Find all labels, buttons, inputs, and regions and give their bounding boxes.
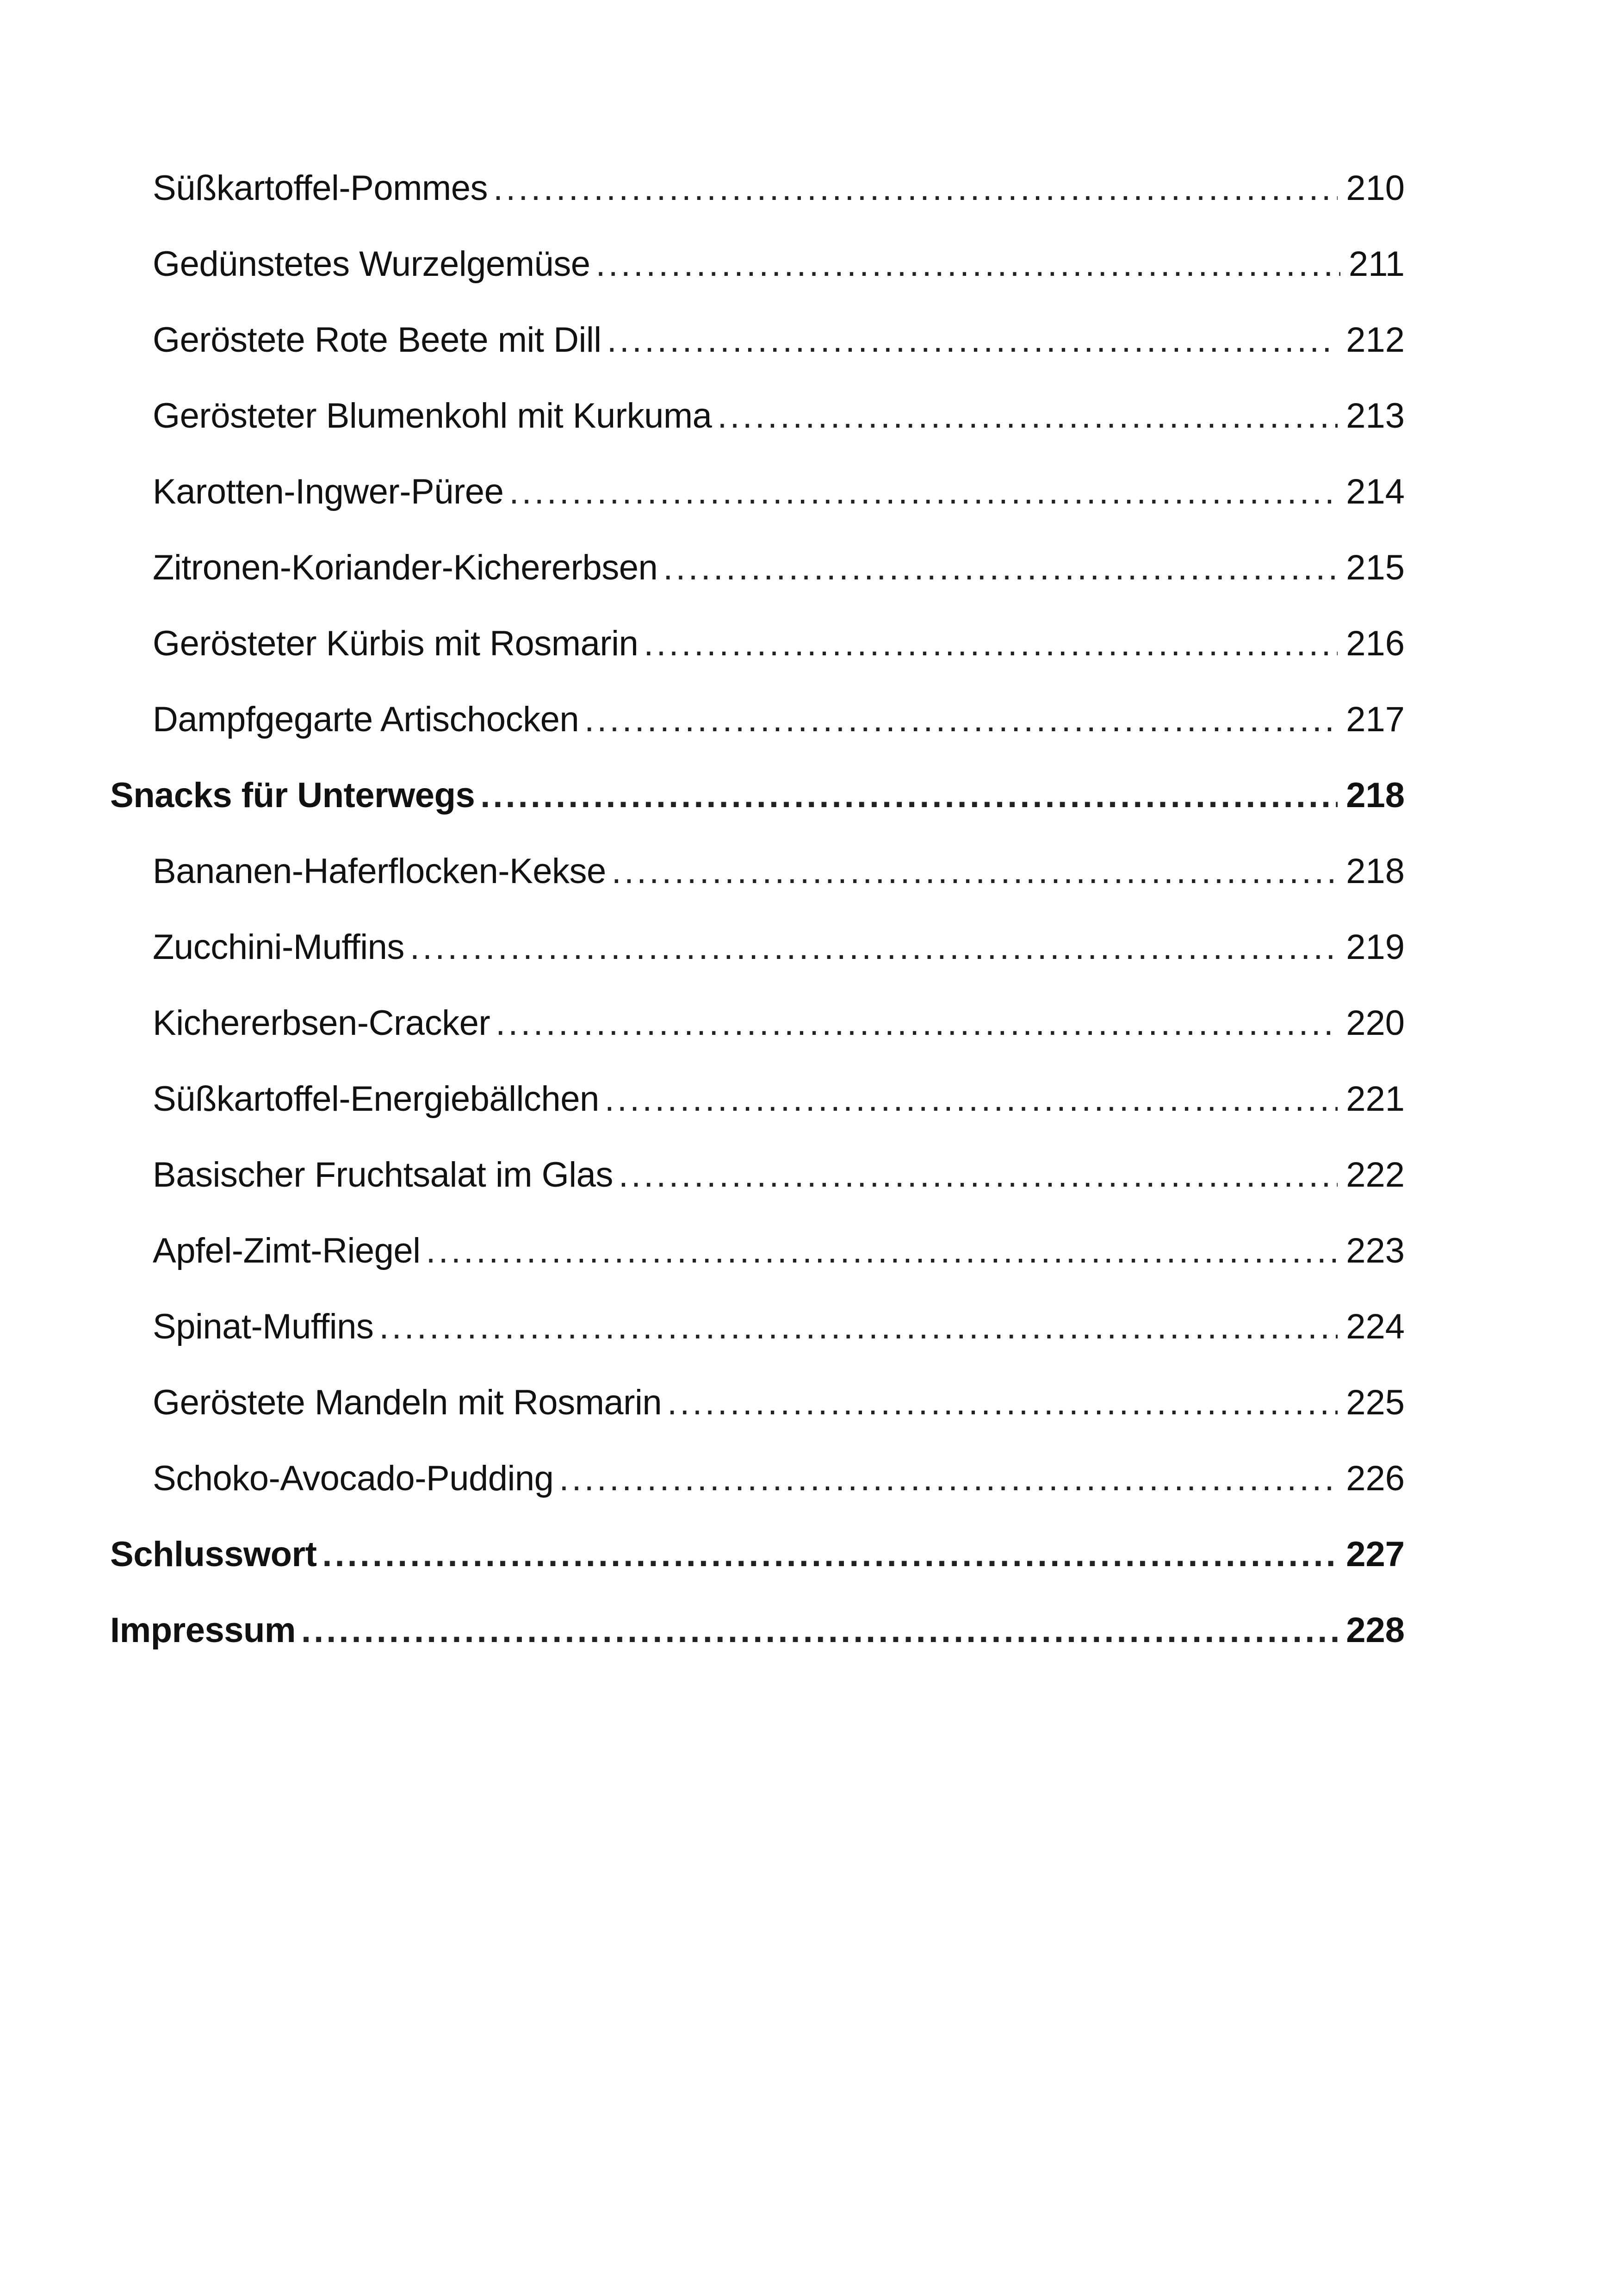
toc-dot-leader — [612, 843, 1338, 900]
toc-entry-schoko-avocado-pudding[interactable] — [110, 1450, 1405, 1526]
toc-entry-bananen-haferflocken-kekse[interactable] — [110, 843, 1405, 919]
toc-dot-leader — [596, 236, 1340, 293]
toc-page-number: 223 — [1346, 1231, 1405, 1270]
toc-page-number: 228 — [1346, 1611, 1405, 1650]
toc-entry-geroestete-rote-beete[interactable] — [110, 311, 1405, 387]
toc-chapter-schlusswort[interactable] — [110, 1526, 1405, 1602]
toc-dot-leader — [619, 1146, 1338, 1204]
toc-page-number: 211 — [1348, 244, 1405, 284]
toc-entry-title: Zitronen-Koriander-Kichererbsen — [153, 548, 658, 587]
toc-page-number: 218 — [1346, 776, 1405, 815]
toc-dot-leader — [584, 691, 1338, 748]
toc-page-number: 212 — [1346, 320, 1405, 360]
toc-chapter-snacks-fuer-unterwegs[interactable] — [110, 767, 1405, 843]
toc-entry-title: Gerösteter Blumenkohl mit Kurkuma — [153, 396, 712, 436]
toc-page-number: 213 — [1346, 396, 1405, 436]
toc-page-number: 221 — [1346, 1079, 1405, 1119]
toc-entry-apfel-zimt-riegel[interactable] — [110, 1222, 1405, 1298]
toc-dot-leader — [607, 311, 1338, 369]
toc-entry-geroesteter-kuerbis[interactable] — [110, 615, 1405, 691]
toc-entry-basischer-fruchtsalat[interactable] — [110, 1146, 1405, 1222]
toc-dot-leader — [667, 1374, 1338, 1431]
table-of-contents — [110, 160, 1405, 1678]
toc-entry-title: Zucchini-Muffins — [153, 927, 404, 967]
toc-entry-title: Geröstete Mandeln mit Rosmarin — [153, 1383, 662, 1422]
toc-page-number: 216 — [1346, 624, 1405, 663]
toc-entry-zitronen-koriander-kichererbsen[interactable] — [110, 539, 1405, 615]
toc-dot-leader — [496, 995, 1338, 1052]
toc-entry-geroestete-mandeln[interactable] — [110, 1374, 1405, 1450]
toc-entry-title: Süßkartoffel-Energiebällchen — [153, 1079, 599, 1119]
toc-entry-karotten-ingwer-pueree[interactable] — [110, 463, 1405, 539]
toc-entry-title: Schoko-Avocado-Pudding — [153, 1459, 554, 1498]
toc-entry-title: Gerösteter Kürbis mit Rosmarin — [153, 624, 639, 663]
toc-chapter-title: Snacks für Unterwegs — [110, 776, 475, 815]
toc-dot-leader — [717, 387, 1338, 445]
toc-dot-leader — [605, 1070, 1338, 1128]
toc-dot-leader — [379, 1298, 1338, 1356]
toc-entry-title: Karotten-Ingwer-Püree — [153, 472, 504, 511]
toc-entry-title: Süßkartoffel-Pommes — [153, 168, 488, 208]
toc-page-number: 217 — [1346, 700, 1405, 739]
toc-page-number: 225 — [1346, 1383, 1405, 1422]
toc-entry-title: Apfel-Zimt-Riegel — [153, 1231, 421, 1270]
toc-entry-title: Spinat-Muffins — [153, 1307, 374, 1346]
toc-page-number: 219 — [1346, 927, 1405, 967]
toc-dot-leader — [301, 1602, 1338, 1659]
toc-entry-dampfgegarte-artischocken[interactable] — [110, 691, 1405, 767]
toc-dot-leader — [322, 1526, 1338, 1583]
toc-entry-spinat-muffins[interactable] — [110, 1298, 1405, 1374]
toc-entry-geroesteter-blumenkohl[interactable] — [110, 387, 1405, 463]
toc-page-number: 215 — [1346, 548, 1405, 587]
toc-dot-leader — [559, 1450, 1338, 1507]
toc-page-number: 222 — [1346, 1155, 1405, 1195]
toc-page-number: 220 — [1346, 1003, 1405, 1043]
toc-page-number: 227 — [1346, 1535, 1405, 1574]
toc-dot-leader — [509, 463, 1338, 521]
toc-page-number: 210 — [1346, 168, 1405, 208]
toc-chapter-title: Schlusswort — [110, 1535, 317, 1574]
toc-chapter-impressum[interactable] — [110, 1602, 1405, 1678]
toc-dot-leader — [663, 539, 1338, 597]
toc-entry-kichererbsen-cracker[interactable] — [110, 995, 1405, 1070]
toc-dot-leader — [410, 919, 1338, 976]
toc-page-number: 224 — [1346, 1307, 1405, 1346]
toc-chapter-title: Impressum — [110, 1611, 296, 1650]
toc-entry-geduenstetes-wurzelgemuese[interactable] — [110, 236, 1405, 311]
toc-dot-leader — [644, 615, 1338, 672]
toc-entry-title: Gedünstetes Wurzelgemüse — [153, 244, 590, 284]
toc-entry-suesskartoffel-energiebaellchen[interactable] — [110, 1070, 1405, 1146]
toc-dot-leader — [493, 160, 1338, 217]
toc-entry-title: Basischer Fruchtsalat im Glas — [153, 1155, 613, 1195]
toc-page-number: 214 — [1346, 472, 1405, 511]
toc-page-number: 218 — [1346, 852, 1405, 891]
toc-entry-title: Geröstete Rote Beete mit Dill — [153, 320, 601, 360]
toc-entry-title: Dampfgegarte Artischocken — [153, 700, 579, 739]
toc-entry-suesskartoffel-pommes[interactable] — [110, 160, 1405, 236]
toc-entry-title: Kichererbsen-Cracker — [153, 1003, 490, 1043]
toc-dot-leader — [480, 767, 1338, 824]
toc-entry-zucchini-muffins[interactable] — [110, 919, 1405, 995]
toc-dot-leader — [426, 1222, 1338, 1280]
toc-entry-title: Bananen-Haferflocken-Kekse — [153, 852, 606, 891]
toc-page-number: 226 — [1346, 1459, 1405, 1498]
